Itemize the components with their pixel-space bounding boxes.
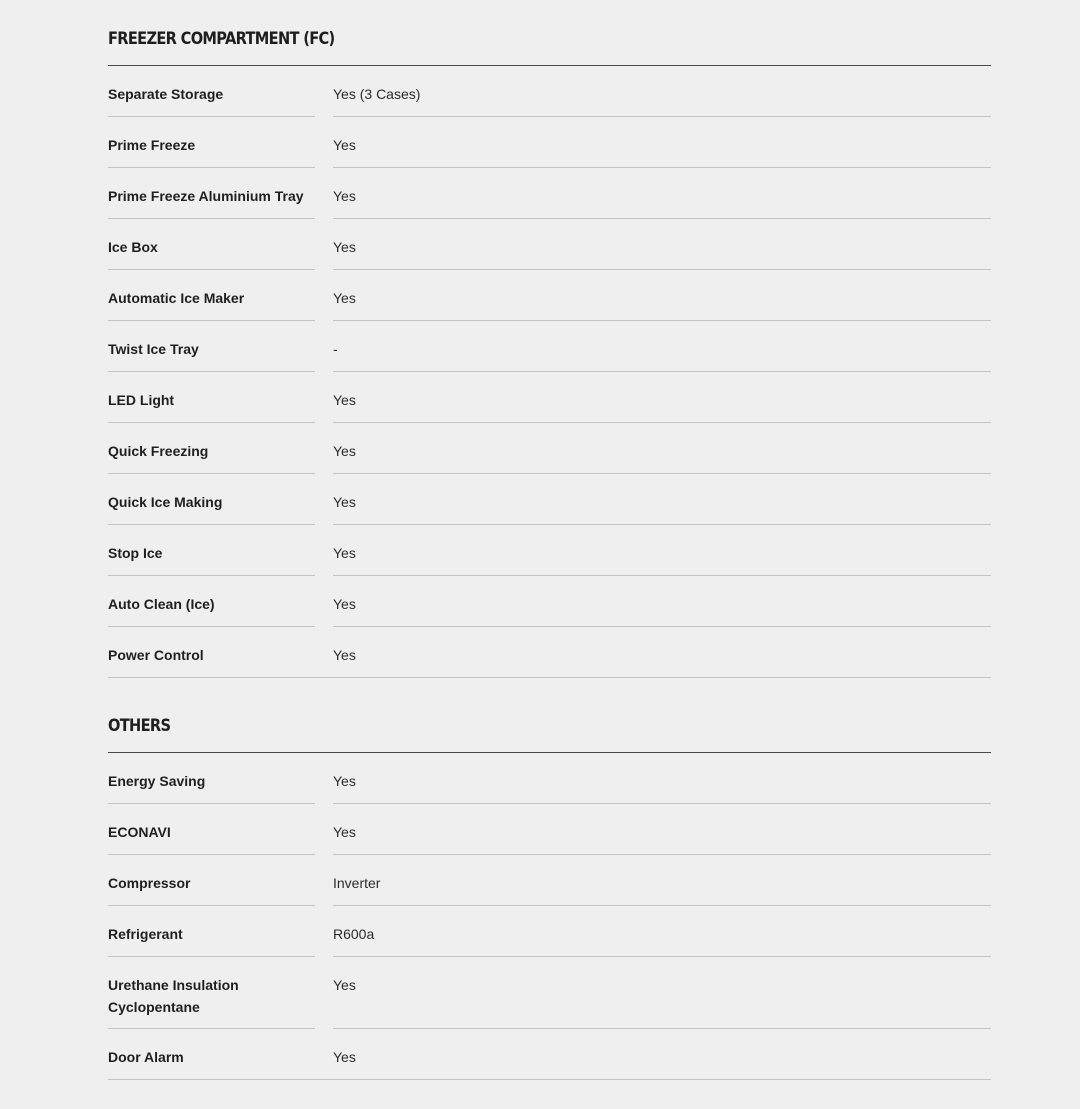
spec-row-prime-freeze-tray [108, 168, 991, 219]
others-section [108, 713, 991, 1080]
spec-label: Auto Clean (Ice) [108, 576, 315, 627]
spec-label: Automatic Ice Maker [108, 270, 315, 321]
spec-value: Yes [333, 219, 991, 270]
spec-label [108, 957, 315, 1029]
spec-value: Yes [333, 957, 991, 1029]
spec-value: Yes [333, 627, 991, 678]
section-title: FREEZER COMPARTMENT (FC) [108, 29, 335, 49]
spec-row-door-alarm [108, 1029, 991, 1080]
spec-label-line: Urethane Insulation [108, 977, 239, 993]
spec-row-power-control [108, 627, 991, 678]
spec-value: - [333, 321, 991, 372]
spec-value: Inverter [333, 855, 991, 906]
spec-row-urethane-insulation [108, 957, 991, 1029]
spec-label: Prime Freeze [108, 117, 315, 168]
spec-label: Compressor [108, 855, 315, 906]
spec-label-line: Cyclopentane [108, 999, 200, 1015]
spec-row-led-light [108, 372, 991, 423]
spec-value: Yes [333, 525, 991, 576]
spec-label: Quick Freezing [108, 423, 315, 474]
spec-label: Twist Ice Tray [108, 321, 315, 372]
spec-label: Ice Box [108, 219, 315, 270]
spec-value: Yes [333, 576, 991, 627]
spec-value: Yes (3 Cases) [333, 66, 991, 117]
spec-value: Yes [333, 1029, 991, 1080]
spec-label: Stop Ice [108, 525, 315, 576]
spec-value: Yes [333, 270, 991, 321]
spec-row-ice-box [108, 219, 991, 270]
spec-label: Prime Freeze Aluminium Tray [108, 168, 315, 219]
spec-value: Yes [333, 474, 991, 525]
spec-value: Yes [333, 423, 991, 474]
spec-row-automatic-ice-maker [108, 270, 991, 321]
spec-row-refrigerant [108, 906, 991, 957]
spec-row-compressor [108, 855, 991, 906]
spec-label: Power Control [108, 627, 315, 678]
spec-row-prime-freeze [108, 117, 991, 168]
section-title: OTHERS [108, 716, 171, 736]
spec-label: LED Light [108, 372, 315, 423]
spec-row-stop-ice [108, 525, 991, 576]
spec-row-auto-clean-ice [108, 576, 991, 627]
spec-row-twist-ice-tray [108, 321, 991, 372]
spec-row-energy-saving [108, 753, 991, 804]
spec-value: Yes [333, 168, 991, 219]
spec-row-separate-storage [108, 66, 991, 117]
spec-value: Yes [333, 753, 991, 804]
spec-row-econavi [108, 804, 991, 855]
spec-value: R600a [333, 906, 991, 957]
spec-label: Separate Storage [108, 66, 315, 117]
spec-label: Quick Ice Making [108, 474, 315, 525]
freezer-compartment-section [108, 26, 991, 678]
spec-value: Yes [333, 372, 991, 423]
spec-label: ECONAVI [108, 804, 315, 855]
spec-value: Yes [333, 804, 991, 855]
spec-value: Yes [333, 117, 991, 168]
spec-row-quick-freezing [108, 423, 991, 474]
spec-label: Refrigerant [108, 906, 315, 957]
spec-row-quick-ice-making [108, 474, 991, 525]
spec-label: Door Alarm [108, 1029, 315, 1080]
spec-label: Energy Saving [108, 753, 315, 804]
